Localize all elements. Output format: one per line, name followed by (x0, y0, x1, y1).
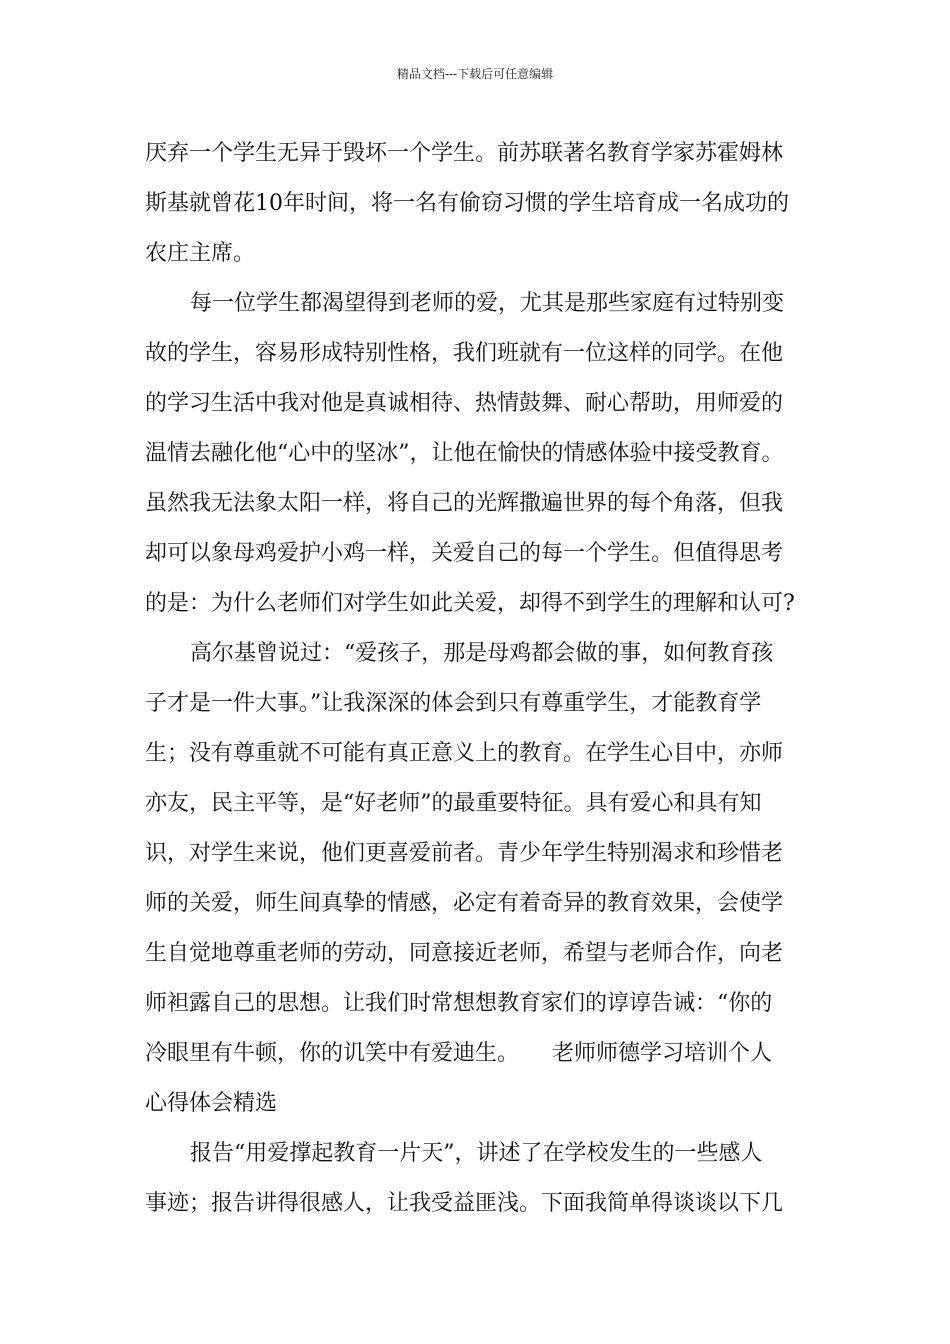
paragraph-first-line: 每一位学生都渴望得到老师的爱，尤其是那些家庭有过特别变 (190, 291, 785, 316)
text-line: 事迹；报告讲得很感人，让我受益匪浅。下面我简单得谈谈以下几 (145, 1191, 784, 1216)
text-line: 的是：为什么老师们对学生如此关爱，却得不到学生的理解和认可? (145, 591, 795, 616)
page-header: 精品文档---下载后可任意编辑 (396, 67, 554, 81)
text-line: 厌弃一个学生无异于毁坏一个学生。前苏联著名教育学家苏霍姆林 (145, 141, 784, 166)
text-line: 识，对学生来说，他们更喜爱前者。青少年学生特别渴求和珍惜老 (145, 841, 784, 866)
text-line: 斯基就曾花10年时间，将一名有偷窃习惯的学生培育成一名成功的 (145, 191, 789, 216)
text-line: 子才是一件大事。”让我深深的体会到只有尊重学生，才能教育学 (145, 691, 762, 716)
text-line: 虽然我无法象太阳一样，将自己的光辉撒遍世界的每个角落，但我 (145, 491, 784, 516)
paragraph-first-line: 高尔基曾说过：“爱孩子，那是母鸡都会做的事，如何教育孩 (190, 641, 774, 666)
text-line: 的学习生活中我对他是真诚相待、热情鼓舞、耐心帮助，用师爱的 (145, 391, 784, 416)
text-line: 生自觉地尊重老师的劳动，同意接近老师，希望与老师合作，向老 (145, 941, 784, 966)
text-line: 却可以象母鸡爱护小鸡一样，关爱自己的每一个学生。但值得思考 (145, 541, 784, 566)
paragraph-first-line: 报告“用爱撑起教育一片天”，讲述了在学校发生的一些感人 (190, 1141, 763, 1166)
document-body (145, 129, 825, 1229)
text-line: 亦友，民主平等，是“好老师”的最重要特征。具有爱心和具有知 (145, 791, 762, 816)
text-line: 农庄主席。 (145, 241, 256, 266)
text-line: 心得体会精选 (145, 1091, 278, 1116)
text-line: 师袒露自己的思想。让我们时常想想教育家们的谆谆告诫：“你的 (145, 991, 773, 1016)
text-line: 生；没有尊重就不可能有真正意义上的教育。在学生心目中，亦师 (145, 741, 784, 766)
text-line: 故的学生，容易形成特别性格，我们班就有一位这样的同学。在他 (145, 341, 784, 366)
text-line: 温情去融化他“心中的坚冰”，让他在愉快的情感体验中接受教育。 (145, 441, 784, 466)
text-line: 冷眼里有牛顿，你的讥笑中有爱迪生。 老师师德学习培训个人 (145, 1041, 773, 1066)
text-line: 师的关爱，师生间真挚的情感，必定有着奇异的教育效果，会使学 (145, 891, 784, 916)
